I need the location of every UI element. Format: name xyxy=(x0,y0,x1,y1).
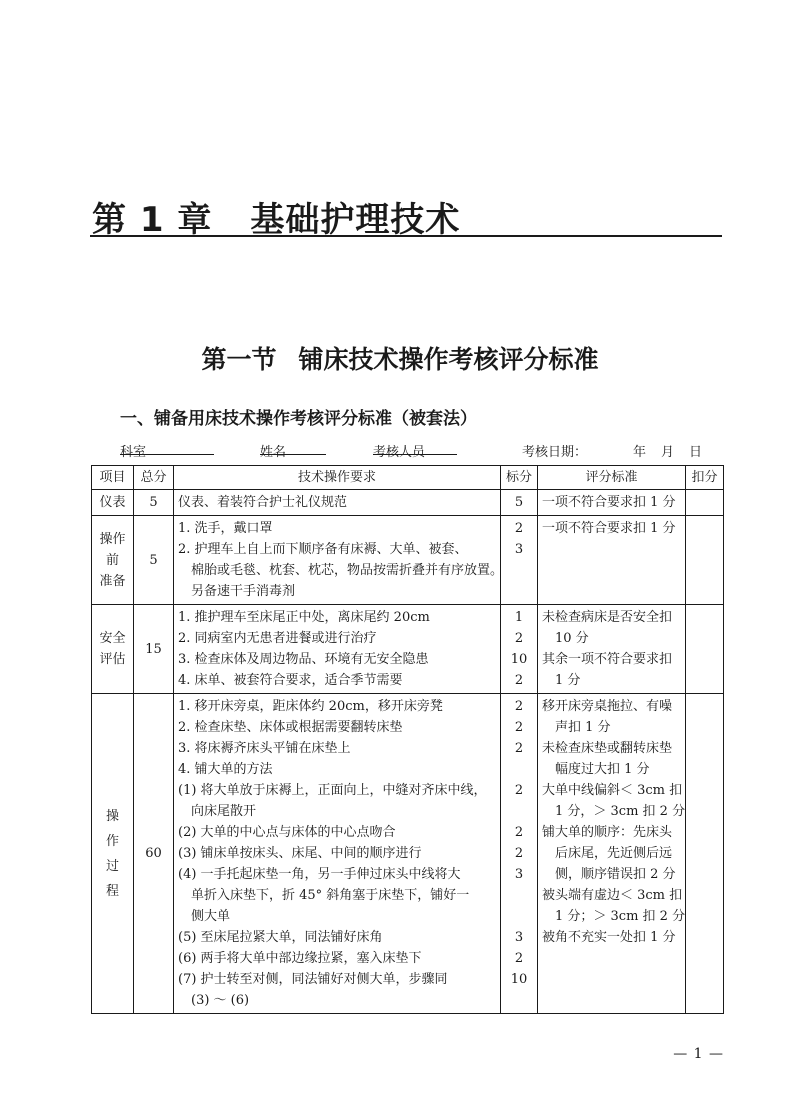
chapter-title: 基础护理技术 xyxy=(250,200,461,240)
month-label: 月 xyxy=(661,445,675,460)
table-row-procedure xyxy=(92,694,724,1014)
table-row-safety xyxy=(92,605,724,694)
criteria-cell: 一项不符合要求扣 1 分 xyxy=(538,516,686,605)
deduction-cell xyxy=(686,605,724,694)
requirements-cell: 1. 移开床旁桌，距床体约 20cm，移开床旁凳 2. 检查床垫、床体或根据需要翻转床垫 3. 将床褥齐床头平铺在床垫上 4. 铺大单的方法 (1) 将大单放于床褥上，正面向上，中缝对齐床中线， 向床尾散开 (2) 大单的中心点与床体的中心点吻合 (3) 铺床单按床头、床尾、中间的顺序进行 (4) 一手托起床垫一角，另一手伸过床头中线将大 单折入床垫下，折 45° 斜角塞于床垫下，铺好一 侧大单 (5) 至床尾拉紧大单，同法铺好床角 (6) 两手将大单中部边缘拉紧，塞入床垫下 (7) 护士转至对侧，同法铺好对侧大单，步骤同 (3) ～ (6) xyxy=(174,694,501,1014)
total-cell: 15 xyxy=(134,605,174,694)
chapter-heading xyxy=(92,192,460,241)
item-cell: 安全 评估 xyxy=(92,605,134,694)
header-deduction: 扣分 xyxy=(686,466,724,490)
requirements-cell: 仪表、着装符合护士礼仪规范 xyxy=(174,490,501,516)
subsection-heading: 一、铺备用床技术操作考核评分标准（被套法） xyxy=(120,409,477,429)
item-cell: 仪表 xyxy=(92,490,134,516)
deduction-cell xyxy=(686,490,724,516)
points-cell: 1 2 10 2 xyxy=(501,605,538,694)
section-title: 铺床技术操作考核评分标准 xyxy=(298,345,599,374)
header-item: 项目 xyxy=(92,466,134,490)
deduction-cell xyxy=(686,694,724,1014)
total-cell: 5 xyxy=(134,516,174,605)
requirements-cell: 1. 洗手，戴口罩 2. 护理车上自上而下顺序备有床褥、大单、被套、 棉胎或毛毯、枕套、枕芯，物品按需折叠并有序放置。 另备速干手消毒剂 xyxy=(174,516,501,605)
page-number: — 1 — xyxy=(673,1046,724,1062)
criteria-cell: 一项不符合要求扣 1 分 xyxy=(538,490,686,516)
table-row-preparation xyxy=(92,516,724,605)
deduction-cell xyxy=(686,516,724,605)
header-requirements: 技术操作要求 xyxy=(174,466,501,490)
points-cell: 5 xyxy=(501,490,538,516)
chapter-rule xyxy=(90,235,722,237)
criteria-cell: 未检查病床是否安全扣 10 分 其余一项不符合要求扣 1 分 xyxy=(538,605,686,694)
total-cell: 5 xyxy=(134,490,174,516)
header-total: 总分 xyxy=(134,466,174,490)
criteria-cell: 移开床旁桌拖拉、有噪 声扣 1 分 未检查床垫或翻转床垫 幅度过大扣 1 分 大单中线偏斜＜ 3cm 扣 1 分，＞ 3cm 扣 2 分 铺大单的顺序：先床头 后床尾，先近侧后远 侧，顺序错误扣 2 分 被头端有虚边＜ 3cm 扣 1 分；＞ 3cm 扣 2 分 被角不充实一处扣 1 分 xyxy=(538,694,686,1014)
points-cell: 2 3 xyxy=(501,516,538,605)
day-label: 日 xyxy=(689,445,703,460)
section-number: 第一节 xyxy=(201,345,277,374)
table-row-appearance xyxy=(92,490,724,516)
chapter-number: 第 1 章 xyxy=(92,200,213,240)
points-cell: 2 2 2 2 2 2 3 3 2 10 xyxy=(501,694,538,1014)
header-criteria: 评分标准 xyxy=(538,466,686,490)
total-cell: 60 xyxy=(134,694,174,1014)
item-cell: 操作 前 准备 xyxy=(92,516,134,605)
requirements-cell: 1. 推护理车至床尾正中处，离床尾约 20cm 2. 同病室内无患者进餐或进行治疗 3. 检查床体及周边物品、环境有无安全隐患 4. 床单、被套符合要求，适合季节需要 xyxy=(174,605,501,694)
year-label: 年 xyxy=(633,445,647,460)
header-points: 标分 xyxy=(501,466,538,490)
exam-date-label: 考核日期： xyxy=(522,445,588,460)
scoring-table xyxy=(91,465,724,1014)
item-cell: 操 作 过 程 xyxy=(92,694,134,1014)
exam-info-line: 科室 姓名 考核人员 考核日期： 年 月 日 xyxy=(120,441,720,461)
table-header-row xyxy=(92,466,724,490)
section-heading xyxy=(0,340,800,376)
